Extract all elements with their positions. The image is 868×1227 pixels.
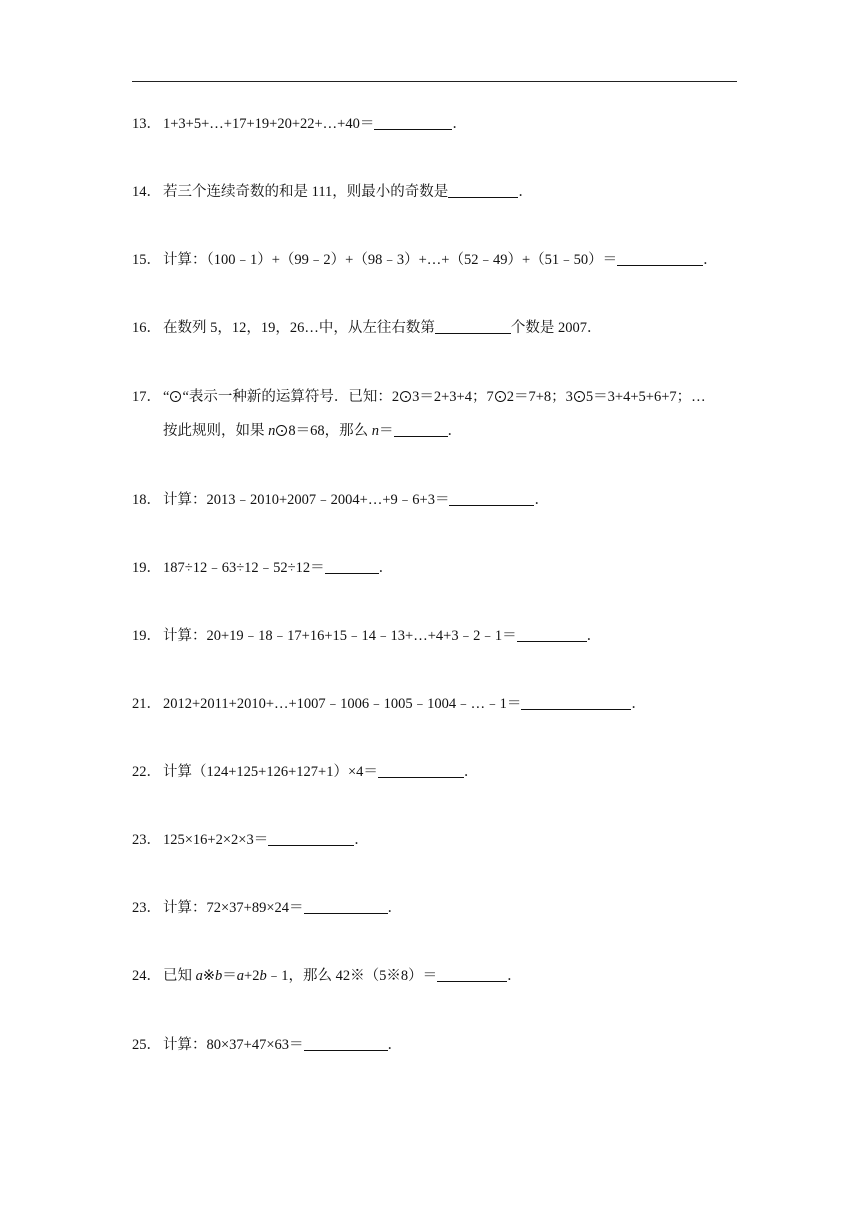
answer-blank[interactable] bbox=[394, 422, 448, 437]
question-text: 若三个连续奇数的和是 111，则最小的奇数是 bbox=[163, 184, 449, 200]
question-text: 125×16+2×2×3＝ bbox=[163, 832, 269, 848]
question-19b bbox=[132, 626, 601, 646]
question-number: 24． bbox=[132, 968, 161, 984]
question-21 bbox=[132, 694, 646, 714]
question-end: ． bbox=[463, 764, 479, 780]
question-22 bbox=[132, 762, 478, 782]
question-13 bbox=[132, 114, 467, 134]
circled-dot-operator-icon bbox=[170, 391, 181, 402]
question-text: 计算：72×37+89×24＝ bbox=[163, 900, 304, 916]
question-text: 计算：80×37+47×63＝ bbox=[163, 1037, 304, 1053]
header-rule bbox=[132, 81, 737, 82]
equals-sign: ＝ bbox=[379, 423, 394, 439]
question-text: +2 bbox=[244, 968, 260, 984]
question-end: ． bbox=[586, 628, 602, 644]
question-end: ． bbox=[447, 423, 462, 439]
question-17-line-2 bbox=[163, 421, 462, 441]
answer-blank[interactable] bbox=[448, 183, 518, 198]
question-17 bbox=[132, 387, 706, 407]
question-15 bbox=[132, 250, 718, 270]
answer-blank[interactable] bbox=[374, 115, 452, 130]
question-end: ． bbox=[518, 184, 533, 200]
answer-blank[interactable] bbox=[521, 695, 631, 710]
question-end: ． bbox=[507, 968, 522, 984]
question-text: ﹣1，那么 42※（5※8）＝ bbox=[266, 968, 438, 984]
question-23a bbox=[132, 830, 369, 850]
question-text-end: 个数是 2007． bbox=[510, 320, 602, 336]
question-text: 8＝68，那么 bbox=[288, 423, 372, 439]
question-text: 已知 bbox=[163, 968, 196, 984]
answer-blank[interactable] bbox=[449, 491, 534, 506]
question-16 bbox=[132, 318, 602, 338]
variable-a: a bbox=[236, 968, 245, 984]
question-end: ． bbox=[387, 900, 403, 916]
question-number: 17． bbox=[132, 389, 161, 405]
question-number: 25． bbox=[132, 1037, 161, 1053]
question-25 bbox=[132, 1035, 402, 1055]
question-text: 187÷12﹣63÷12﹣52÷12＝ bbox=[163, 560, 325, 576]
question-18 bbox=[132, 490, 549, 510]
answer-blank[interactable] bbox=[304, 899, 388, 914]
question-number: 19． bbox=[132, 560, 161, 576]
question-text: 计算（124+125+126+127+1）×4＝ bbox=[163, 764, 378, 780]
answer-blank[interactable] bbox=[617, 251, 703, 266]
answer-blank[interactable] bbox=[304, 1036, 388, 1051]
quote-mark: “ bbox=[163, 389, 170, 405]
question-number: 21． bbox=[132, 696, 161, 712]
question-end: ． bbox=[703, 252, 718, 268]
circled-dot-operator-icon bbox=[495, 391, 506, 402]
answer-blank[interactable] bbox=[437, 967, 507, 982]
operator-symbol: ※ bbox=[202, 968, 216, 984]
question-text: 2＝7+8；3 bbox=[506, 389, 573, 405]
answer-blank[interactable] bbox=[325, 559, 379, 574]
question-23b bbox=[132, 898, 402, 918]
question-end: ． bbox=[631, 696, 646, 712]
question-text: 5＝3+4+5+6+7；… bbox=[585, 389, 706, 405]
question-number: 18． bbox=[132, 492, 161, 508]
question-number: 13． bbox=[132, 116, 161, 132]
question-text: 3＝2+3+4；7 bbox=[412, 389, 494, 405]
answer-blank[interactable] bbox=[517, 627, 587, 642]
question-text: 按此规则，如果 bbox=[163, 423, 269, 439]
question-end: ． bbox=[354, 832, 369, 848]
question-text: 2012+2011+2010+…+1007﹣1006﹣1005﹣1004﹣…﹣1＝ bbox=[163, 696, 522, 712]
variable-n: n bbox=[371, 423, 379, 439]
variable-n: n bbox=[268, 423, 276, 439]
question-text: 1+3+5+…+17+19+20+22+…+40＝ bbox=[163, 116, 375, 132]
question-number: 15． bbox=[132, 252, 161, 268]
question-number: 23． bbox=[132, 832, 161, 848]
answer-blank[interactable] bbox=[378, 763, 464, 778]
equals-sign: ＝ bbox=[222, 968, 237, 984]
question-end: ． bbox=[387, 1037, 403, 1053]
variable-b: b bbox=[259, 968, 267, 984]
variable-b: b bbox=[215, 968, 223, 984]
question-19a bbox=[132, 558, 393, 578]
answer-blank[interactable] bbox=[268, 831, 354, 846]
question-number: 19． bbox=[132, 628, 161, 644]
circled-dot-operator-icon bbox=[276, 425, 287, 436]
question-text: 计算：（100﹣1）+（99﹣2）+（98﹣3）+…+（52﹣49）+（51﹣50）＝ bbox=[163, 252, 618, 268]
question-text: 在数列 5，12，19，26…中，从左往右数第 bbox=[163, 320, 435, 336]
circled-dot-operator-icon bbox=[574, 391, 585, 402]
question-number: 23． bbox=[132, 900, 161, 916]
variable-a: a bbox=[195, 968, 203, 984]
question-end: ． bbox=[378, 560, 394, 576]
question-text: “表示一种新的运算符号．已知：2 bbox=[182, 389, 400, 405]
question-end: ． bbox=[534, 492, 549, 508]
question-24 bbox=[132, 966, 522, 986]
question-14 bbox=[132, 182, 533, 202]
question-text: 计算：2013﹣2010+2007﹣2004+…+9﹣6+3＝ bbox=[163, 492, 450, 508]
answer-blank[interactable] bbox=[435, 319, 511, 334]
question-number: 16． bbox=[132, 320, 161, 336]
question-end: ． bbox=[452, 116, 467, 132]
question-text: 计算：20+19﹣18﹣17+16+15﹣14﹣13+…+4+3﹣2﹣1＝ bbox=[163, 628, 517, 644]
question-number: 14． bbox=[132, 184, 161, 200]
circled-dot-operator-icon bbox=[400, 391, 411, 402]
question-number: 22． bbox=[132, 764, 161, 780]
